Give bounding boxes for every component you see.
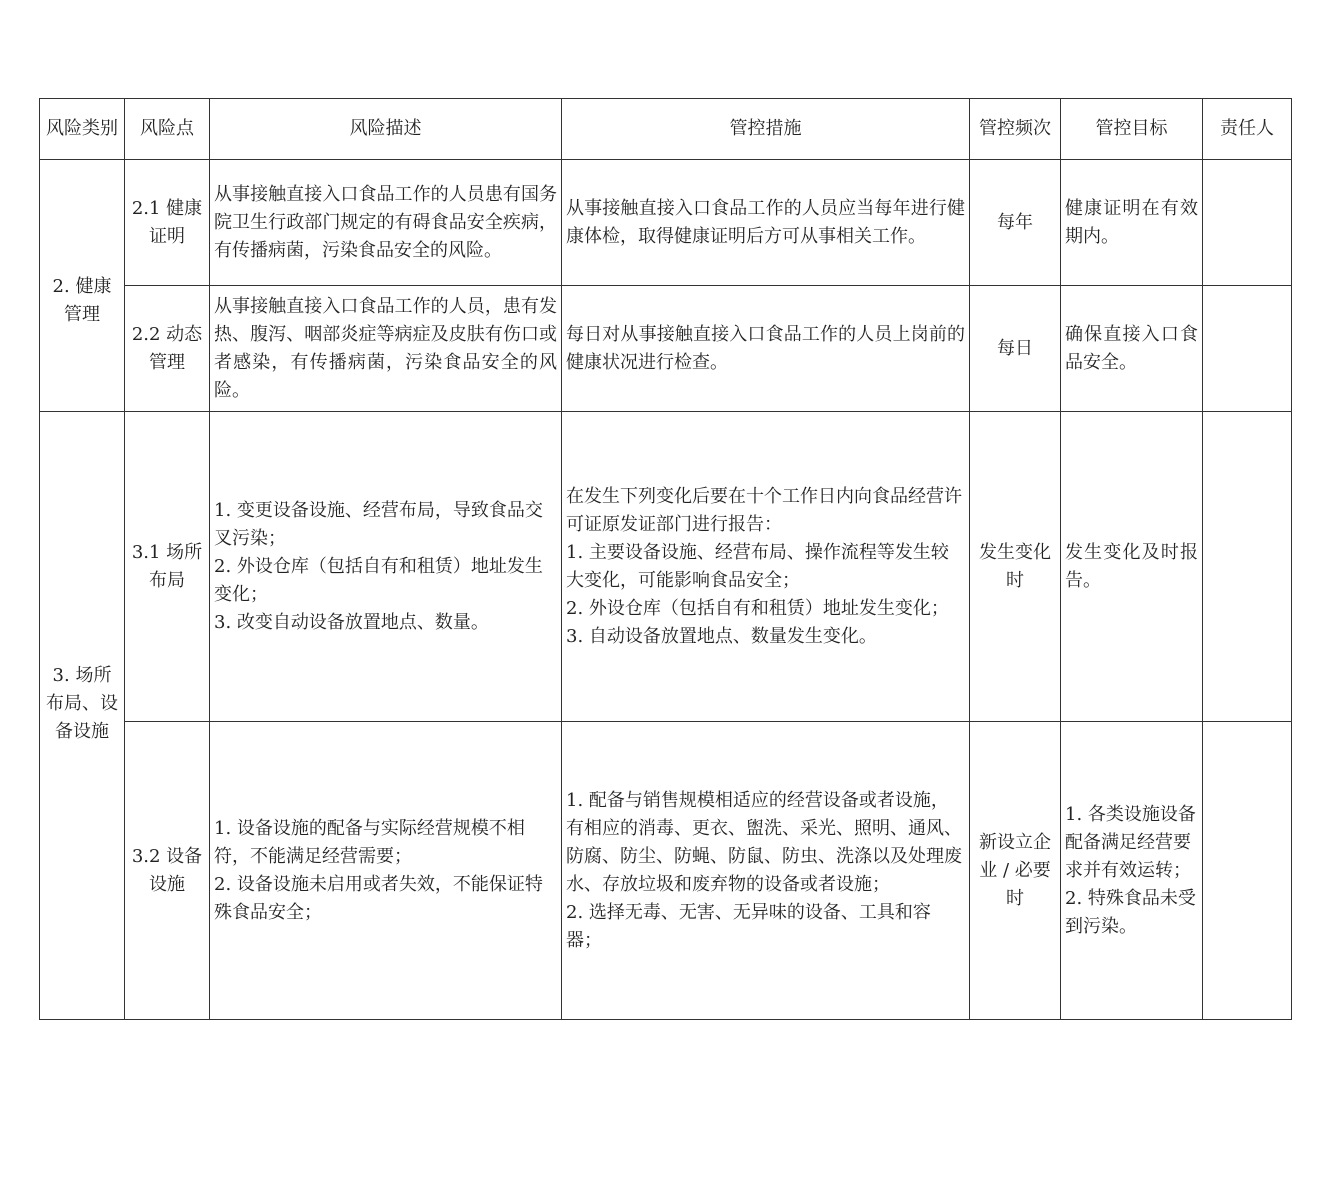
- risk-point-cell: 2.2 动态管理: [125, 286, 210, 412]
- risk-point-cell: 3.2 设备设施: [125, 722, 210, 1020]
- control-frequency-cell: 每日: [970, 286, 1061, 412]
- risk-description-cell: 从事接触直接入口食品工作的人员，患有发热、腹泻、咽部炎症等病症及皮肤有伤口或者感染，有传播病菌，污染食品安全的风险。: [210, 286, 562, 412]
- table-row: [40, 412, 1292, 722]
- control-frequency-cell: 新设立企业 / 必要时: [970, 722, 1061, 1020]
- header-control-measures: 管控措施: [562, 99, 970, 160]
- risk-description-cell: [210, 412, 562, 722]
- target-item: 1. 各类设施设备配备满足经营要求并有效运转；: [1065, 803, 1196, 881]
- header-risk-description: 风险描述: [210, 99, 562, 160]
- table-row: [40, 286, 1292, 412]
- risk-point-cell: 2.1 健康证明: [125, 160, 210, 286]
- header-risk-point: 风险点: [125, 99, 210, 160]
- control-measures-cell: 每日对从事接触直接入口食品工作的人员上岗前的健康状况进行检查。: [562, 286, 970, 412]
- description-item: 2. 外设仓库（包括自有和租赁）地址发生变化；: [214, 555, 543, 605]
- description-item: 1. 设备设施的配备与实际经营规模不相符，不能满足经营需要；: [214, 817, 525, 867]
- risk-description-cell: 从事接触直接入口食品工作的人员患有国务院卫生行政部门规定的有碍食品安全疾病，有传播病菌，污染食品安全的风险。: [210, 160, 562, 286]
- description-item: 3. 改变自动设备放置地点、数量。: [214, 611, 489, 633]
- header-risk-category: 风险类别: [40, 99, 125, 160]
- measure-item: 1. 配备与销售规模相适应的经营设备或者设施，有相应的消毒、更衣、盥洗、采光、照明、通风、防腐、防尘、防蝇、防鼠、防虫、洗涤以及处理废水、存放垃圾和废弃物的设备或者设施；: [566, 789, 962, 895]
- measure-item: 3. 自动设备放置地点、数量发生变化。: [566, 625, 877, 647]
- table-header-row: [40, 99, 1292, 160]
- risk-point-cell: 3.1 场所布局: [125, 412, 210, 722]
- responsible-person-cell: [1203, 286, 1292, 412]
- control-measures-cell: [562, 412, 970, 722]
- responsible-person-cell: [1203, 160, 1292, 286]
- measure-item: 2. 选择无毒、无害、无异味的设备、工具和容器；: [566, 901, 931, 951]
- risk-control-table: [39, 98, 1292, 1020]
- responsible-person-cell: [1203, 412, 1292, 722]
- control-frequency-cell: 发生变化时: [970, 412, 1061, 722]
- risk-description-cell: [210, 722, 562, 1020]
- control-frequency-cell: 每年: [970, 160, 1061, 286]
- measure-item: 1. 主要设备设施、经营布局、操作流程等发生较大变化，可能影响食品安全；: [566, 541, 949, 591]
- table-row: [40, 722, 1292, 1020]
- measure-item: 在发生下列变化后要在十个工作日内向食品经营许可证原发证部门进行报告：: [566, 485, 962, 535]
- control-target-cell: 健康证明在有效期内。: [1061, 160, 1203, 286]
- control-measures-cell: [562, 722, 970, 1020]
- header-control-target: 管控目标: [1061, 99, 1203, 160]
- description-item: 2. 设备设施未启用或者失效，不能保证特殊食品安全；: [214, 873, 543, 923]
- category-cell: 2. 健康管理: [40, 160, 125, 412]
- category-cell: 3. 场所布局、设备设施: [40, 412, 125, 1020]
- header-control-frequency: 管控频次: [970, 99, 1061, 160]
- measure-item: 2. 外设仓库（包括自有和租赁）地址发生变化；: [566, 597, 949, 619]
- control-target-cell: [1061, 722, 1203, 1020]
- responsible-person-cell: [1203, 722, 1292, 1020]
- description-item: 1. 变更设备设施、经营布局，导致食品交叉污染；: [214, 499, 543, 549]
- header-responsible-person: 责任人: [1203, 99, 1292, 160]
- table-row: [40, 160, 1292, 286]
- control-measures-cell: 从事接触直接入口食品工作的人员应当每年进行健康体检，取得健康证明后方可从事相关工作。: [562, 160, 970, 286]
- control-target-cell: 确保直接入口食品安全。: [1061, 286, 1203, 412]
- target-item: 2. 特殊食品未受到污染。: [1065, 887, 1196, 937]
- control-target-cell: 发生变化及时报告。: [1061, 412, 1203, 722]
